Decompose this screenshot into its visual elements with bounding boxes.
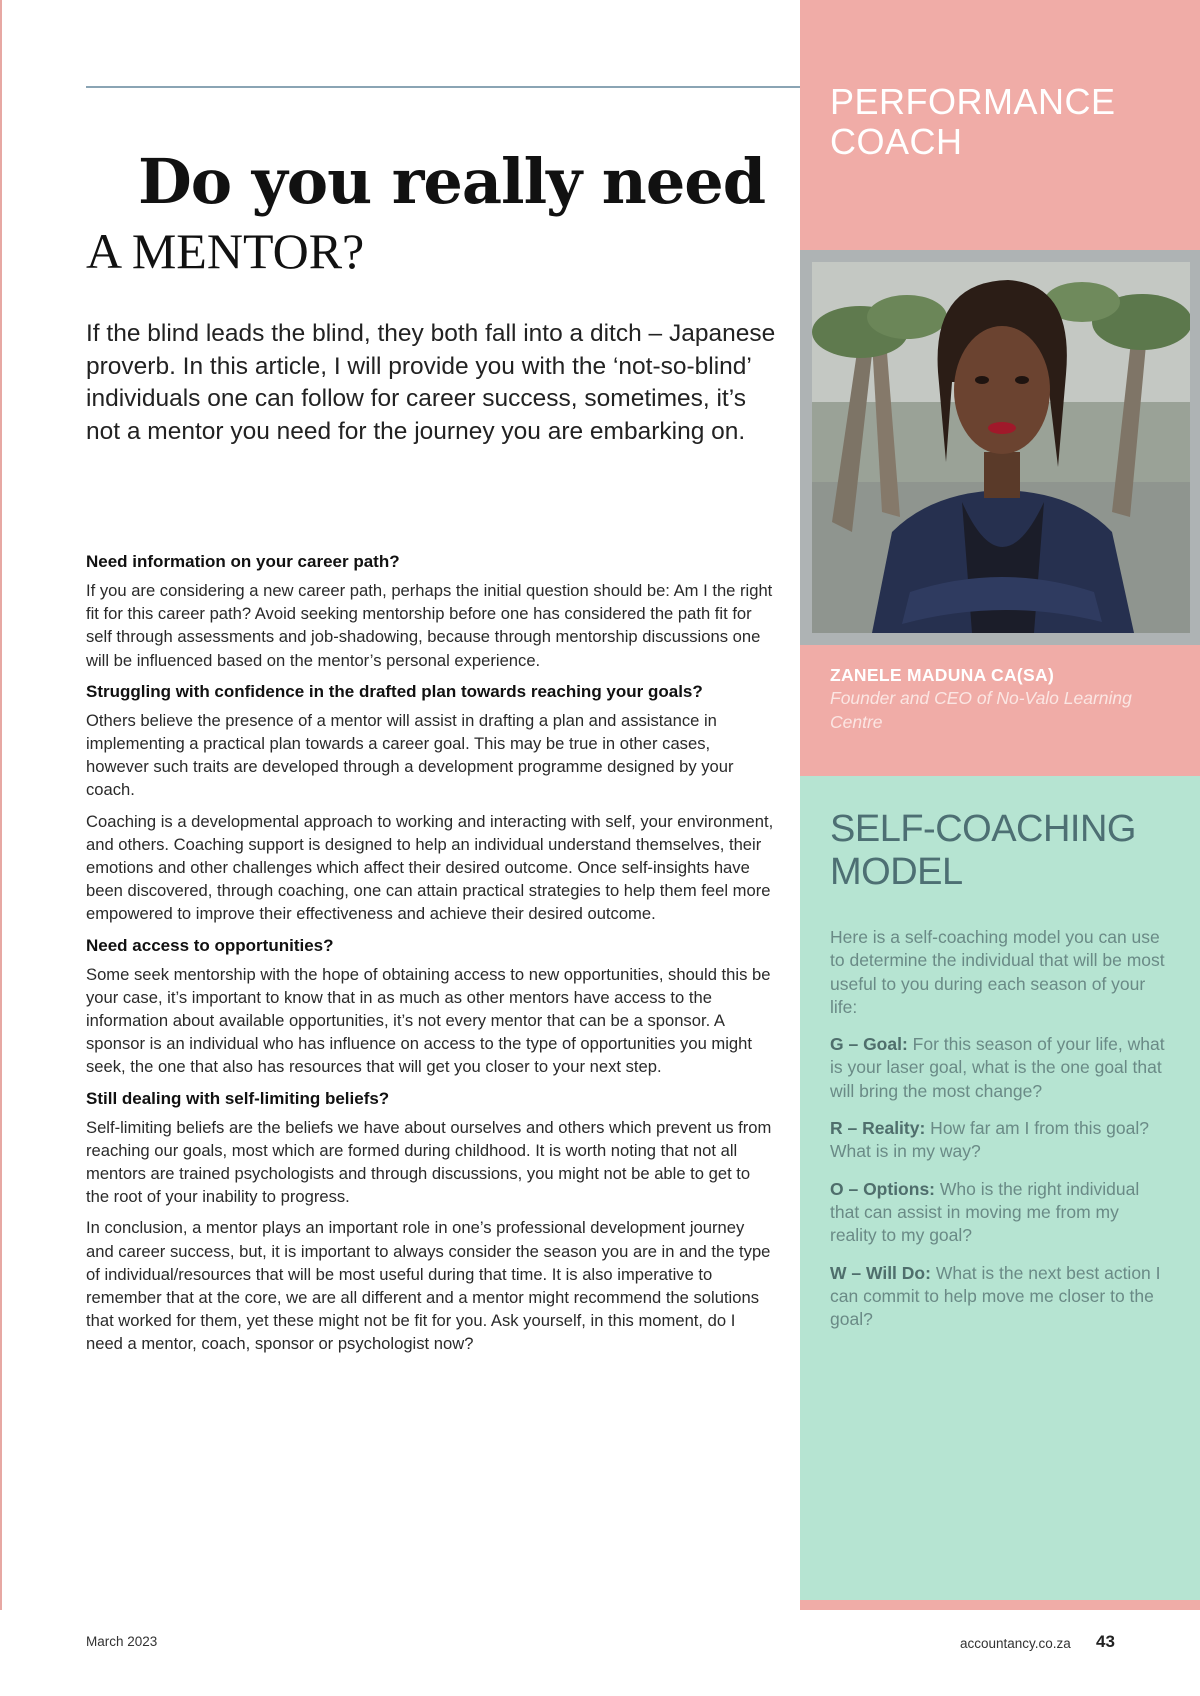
- author-photo-frame: [800, 250, 1200, 645]
- headline-line-1: Do you really need: [138, 145, 766, 218]
- model-item-goal: [830, 1033, 1170, 1103]
- page-number: 43: [1096, 1632, 1115, 1651]
- sidebar: [800, 0, 1200, 1610]
- page-edge-accent: [0, 0, 2, 1610]
- body-paragraph: If you are considering a new career path, perhaps the initial question should be: Am I the right fit for this career path? Avoid seeking mentorship before one has considered the path fit for self through assessments and job-shadowing, because through mentorship discussions one will be influenced based on the mentor’s personal experience.: [86, 581, 773, 670]
- model-title: [830, 808, 1136, 894]
- model-key: G – Goal:: [830, 1034, 908, 1055]
- model-text: What is the next best action I can commit to help move me closer to the goal?: [830, 1262, 1161, 1330]
- section-heading: Struggling with confidence in the drafted plan towards reaching your goals?: [86, 681, 703, 701]
- model-item-options: [830, 1178, 1170, 1248]
- intro-paragraph: If the blind leads the blind, they both fall into a ditch – Japanese proverb. In this article, I will provide you with the ‘not-so-blind’ individuals one can follow for career success, sometimes, it’s not a mentor you need for the journey you are embarking on.: [86, 320, 776, 445]
- section-heading: Still dealing with self-limiting beliefs?: [86, 1088, 390, 1108]
- author-role: Founder and CEO of No-Valo Learning Centre: [830, 688, 1132, 732]
- section-heading: Need information on your career path?: [86, 552, 400, 571]
- model-key: O – Options:: [830, 1178, 935, 1199]
- model-body: [830, 926, 1170, 1345]
- panel-bottom-accent: [800, 1600, 1200, 1610]
- model-item-will-do: [830, 1262, 1170, 1332]
- footer-date: March 2023: [86, 1634, 158, 1649]
- headline-line-2: A MENTOR?: [86, 223, 365, 279]
- body-paragraph: Coaching is a developmental approach to working and interacting with self, your environment, and others. Coaching support is designed to help an individual understand themselves, their emotions and other challenges which affect their desired outcome. Once self-insights have been discovered, through coaching, one can attain practical strategies to help them feel more empowered to improve their effectiveness and achieve their desired outcome.: [86, 811, 774, 924]
- body-paragraph: Some seek mentorship with the hope of obtaining access to new opportunities, should this be your case, it’s important to know that in as much as other mentors have access to the information about available opportunities, it’s not every mentor that can be a sponsor. A sponsor is an individual who has influence on access to the type of opportunities you might seek, the one that also has resources that will get you closer to your next step.: [86, 964, 771, 1077]
- model-title-line-2: MODEL: [830, 851, 963, 893]
- author-photo: [812, 262, 1190, 633]
- body-paragraph: Others believe the presence of a mentor will assist in drafting a plan and assistance in implementing a practical plan towards a career goal. This may be true in other cases, however such traits are developed through a development programme designed by your coach.: [86, 710, 734, 800]
- model-intro: Here is a self-coaching model you can use to determine the individual that will be most useful to you during each season of your life:: [830, 927, 1165, 1017]
- model-title-line-1: SELF-COACHING: [830, 808, 1136, 850]
- model-item-reality: [830, 1117, 1170, 1164]
- model-key: R – Reality:: [830, 1118, 926, 1139]
- body-paragraph: In conclusion, a mentor plays an important role in one’s professional development journey and career success, but, it is important to always consider the season you are in and the type of individual/resources that will be most useful during that time. It is also imperative to remember that at the core, we are all different and a mentor might recommend the solutions that worked for them, yet these might not be fit for you. Ask yourself, in this moment, do I need a mentor, coach, sponsor or psychologist now?: [86, 1218, 771, 1354]
- footer-site-link[interactable]: accountancy.co.za: [960, 1636, 1071, 1651]
- model-text: Who is the right individual that can assist in moving me from my reality to my goal?: [830, 1178, 1140, 1246]
- section-label-line-1: PERFORMANCE: [830, 81, 1116, 122]
- section-heading: Need access to opportunities?: [86, 935, 334, 955]
- model-key: W – Will Do:: [830, 1262, 931, 1283]
- section-label: [830, 82, 1116, 162]
- author-name: ZANELE MADUNA CA(SA): [830, 665, 1055, 685]
- article-body: [86, 550, 776, 1364]
- model-text: For this season of your life, what is your laser goal, what is the one goal that will bring the most change?: [830, 1034, 1165, 1101]
- body-paragraph: Self-limiting beliefs are the beliefs we have about ourselves and others which prevent us from reaching our goals, most which are formed during childhood. It is worth noting that not all mentors are trained psychologists and through discussions, you might not be able to get to the root of your inability to progress.: [86, 1117, 772, 1207]
- model-text: How far am I from this goal? What is in my way?: [830, 1118, 1150, 1162]
- header-rule: [86, 86, 800, 88]
- section-label-line-2: COACH: [830, 121, 963, 162]
